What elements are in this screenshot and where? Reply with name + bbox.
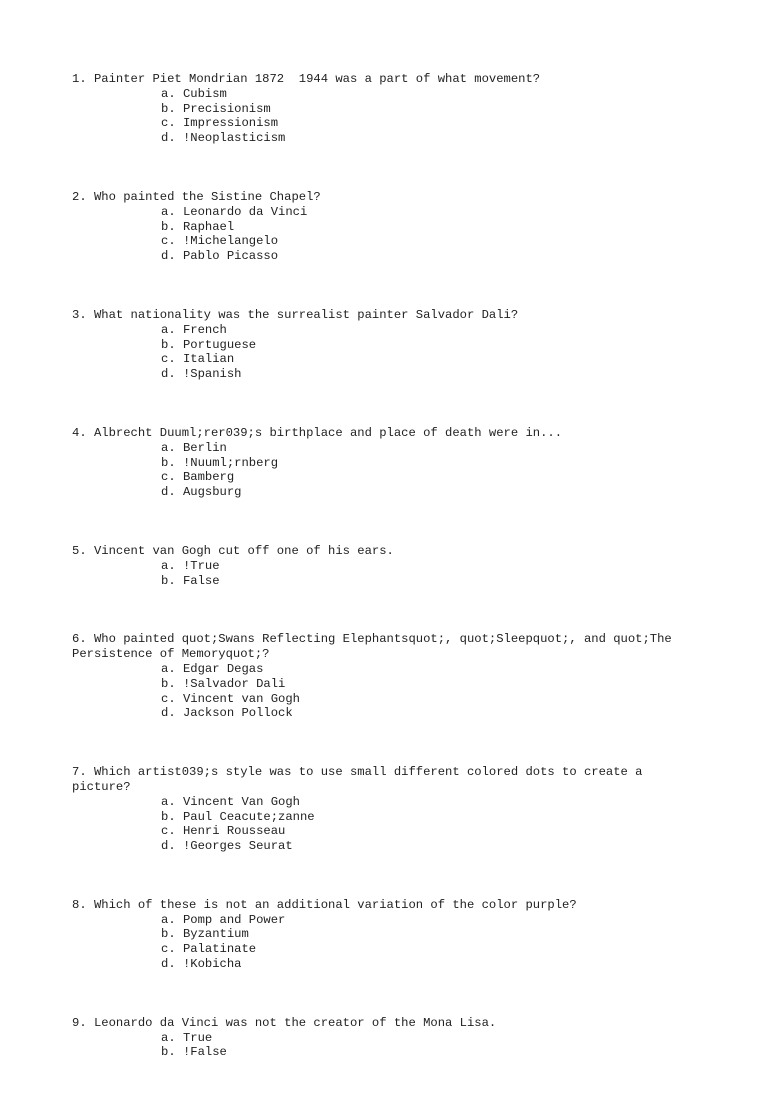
option-letter: a . [161, 205, 183, 219]
question-number: 8 [72, 897, 80, 912]
option-text: Vincent Van Gogh [182, 794, 300, 809]
question-prompt: What nationality was the surrealist painter Salvador Dali? [93, 307, 519, 322]
option-text: !Georges Seurat [182, 839, 293, 854]
question-text [72, 765, 692, 795]
option-text: Vincent van Gogh [182, 691, 300, 706]
option-letter: b . [161, 677, 183, 691]
option-letter: d . [161, 485, 183, 499]
question-number-separator: . [79, 543, 94, 558]
option-letter: c . [161, 692, 183, 706]
question-text [72, 308, 692, 323]
option-letter: a . [161, 323, 183, 337]
option-letter: a . [161, 913, 183, 927]
question-number-separator: . [79, 897, 94, 912]
answer-option [72, 338, 692, 353]
option-letter: c . [161, 116, 183, 130]
option-letter: d . [161, 367, 183, 381]
option-letter: b . [161, 102, 183, 116]
question-prompt: Who painted quot;Swans Reflecting Elephantsquot;, quot;Sleepquot;, and quot;The Persistence of Memoryquot;? [72, 632, 680, 662]
question-number-separator: . [79, 307, 94, 322]
option-text: Italian [182, 352, 235, 367]
answer-option [72, 131, 692, 146]
option-text: Raphael [182, 219, 235, 234]
option-letter: d . [161, 839, 183, 853]
question-number: 4 [72, 425, 80, 440]
question-block [72, 632, 692, 721]
option-letter: a . [161, 795, 183, 809]
option-text: !True [182, 558, 220, 573]
option-text: Pomp and Power [182, 912, 286, 927]
option-letter: a . [161, 441, 183, 455]
question-prompt: Albrecht Duuml;rer039;s birthplace and place of death were in... [93, 425, 563, 440]
option-letter: d . [161, 957, 183, 971]
question-block [72, 190, 692, 264]
answer-option [72, 810, 692, 825]
question-number-separator: . [79, 765, 94, 780]
option-letter: b . [161, 1045, 183, 1059]
question-number: 7 [72, 765, 80, 780]
option-text: Jackson Pollock [182, 706, 293, 721]
answer-option [72, 116, 692, 131]
option-letter: c . [161, 352, 183, 366]
option-letter: c . [161, 942, 183, 956]
question-number-separator: . [79, 72, 94, 86]
question-number-separator: . [79, 425, 94, 440]
option-letter: a . [161, 87, 183, 101]
option-text: !Kobicha [182, 957, 242, 972]
question-prompt: Which artist039;s style was to use small different colored dots to create a picture? [72, 765, 650, 794]
option-letter: b . [161, 810, 183, 824]
answer-option [72, 795, 692, 810]
option-text: !Neoplasticism [182, 131, 286, 146]
answer-option [72, 692, 692, 707]
option-text: Berlin [182, 440, 227, 455]
option-text: French [182, 322, 227, 337]
option-letter: b . [161, 927, 183, 941]
question-number: 3 [72, 307, 80, 322]
question-block [72, 1016, 692, 1060]
option-text: !Nuuml;rnberg [182, 455, 279, 470]
answer-option [72, 927, 692, 942]
answer-option [72, 234, 692, 249]
answer-option [72, 1045, 692, 1060]
question-prompt: Painter Piet Mondrian 1872 1944 was a part of what movement? [93, 72, 541, 86]
option-text: Leonardo da Vinci [182, 204, 308, 219]
question-number-separator: . [79, 632, 94, 647]
answer-option [72, 1031, 692, 1046]
question-block [72, 544, 692, 588]
quiz-question-list [72, 72, 692, 1104]
answer-option [72, 662, 692, 677]
question-number: 1 [72, 72, 80, 86]
option-text: Paul Ceacute;zanne [182, 809, 315, 824]
question-block [72, 72, 692, 146]
question-prompt: Vincent van Gogh cut off one of his ears. [93, 543, 394, 558]
option-text: Henri Rousseau [182, 824, 286, 839]
option-text: Portuguese [182, 337, 257, 352]
option-text: Edgar Degas [182, 661, 264, 676]
option-letter: b . [161, 338, 183, 352]
question-prompt: Who painted the Sistine Chapel? [93, 189, 321, 204]
answer-option [72, 249, 692, 264]
option-letter: d . [161, 131, 183, 145]
option-text: Precisionism [182, 101, 271, 116]
question-number-separator: . [79, 189, 94, 204]
answer-option [72, 485, 692, 500]
question-text [72, 72, 692, 87]
answer-option [72, 441, 692, 456]
question-block [72, 426, 692, 500]
option-letter: c . [161, 824, 183, 838]
option-text: Cubism [182, 86, 227, 101]
question-number-separator: . [79, 1015, 94, 1030]
option-text: Augsburg [182, 485, 242, 500]
option-text: Bamberg [182, 470, 235, 485]
option-text: Impressionism [182, 116, 279, 131]
question-prompt: Leonardo da Vinci was not the creator of the Mona Lisa. [93, 1015, 497, 1030]
option-text: False [182, 573, 220, 588]
option-letter: a . [161, 1031, 183, 1045]
option-letter: b . [161, 456, 183, 470]
option-letter: c . [161, 234, 183, 248]
question-number: 2 [72, 189, 80, 204]
question-block [72, 765, 692, 854]
option-text: !Spanish [182, 367, 242, 382]
question-text [72, 544, 692, 559]
question-number: 5 [72, 543, 80, 558]
answer-option [72, 957, 692, 972]
option-text: Byzantium [182, 927, 249, 942]
question-block [72, 898, 692, 972]
option-letter: d . [161, 706, 183, 720]
question-text [72, 898, 692, 913]
question-text [72, 1016, 692, 1031]
question-number: 9 [72, 1015, 80, 1030]
option-letter: a . [161, 662, 183, 676]
option-text: True [182, 1030, 213, 1045]
answer-option [72, 470, 692, 485]
option-text: !Michelangelo [182, 234, 279, 249]
answer-option [72, 574, 692, 589]
option-letter: b . [161, 574, 183, 588]
option-text: !False [182, 1045, 227, 1060]
answer-option [72, 559, 692, 574]
question-block [72, 308, 692, 382]
answer-option [72, 220, 692, 235]
option-text: !Salvador Dali [182, 676, 286, 691]
answer-option [72, 323, 692, 338]
question-text [72, 632, 692, 662]
answer-option [72, 706, 692, 721]
answer-option [72, 839, 692, 854]
answer-option [72, 677, 692, 692]
answer-option [72, 87, 692, 102]
question-number: 6 [72, 632, 80, 647]
answer-option [72, 367, 692, 382]
option-text: Palatinate [182, 942, 257, 957]
question-text [72, 426, 692, 441]
option-letter: a . [161, 559, 183, 573]
answer-option [72, 824, 692, 839]
answer-option [72, 102, 692, 117]
answer-option [72, 942, 692, 957]
option-letter: b . [161, 220, 183, 234]
answer-option [72, 205, 692, 220]
option-letter: d . [161, 249, 183, 263]
question-prompt: Which of these is not an additional variation of the color purple? [93, 897, 577, 912]
question-text [72, 190, 692, 205]
option-text: Pablo Picasso [182, 249, 279, 264]
option-letter: c . [161, 470, 183, 484]
answer-option [72, 913, 692, 928]
answer-option [72, 456, 692, 471]
answer-option [72, 352, 692, 367]
